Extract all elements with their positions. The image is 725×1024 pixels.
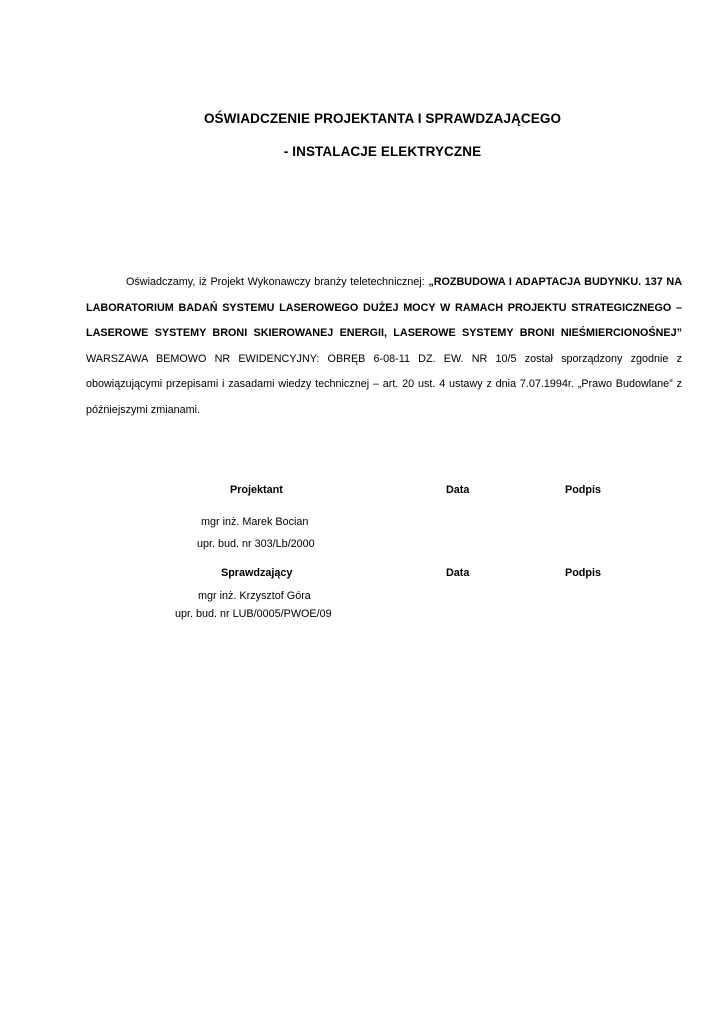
- designer-license: upr. bud. nr 303/Lb/2000: [197, 538, 315, 550]
- statement-rest: WARSZAWA BEMOWO NR EWIDENCYJNY: OBRĘB 6-08-11 DZ. EW. NR 10/5 został sporządzony zgodnie z obowiązującymi przepisami i zasadami wiedzy technicznej – art. 20 ust. 4 ustawy z dnia 7.07.1994r. „Prawo Budowlane” z późniejszymi zmianami.: [86, 352, 682, 416]
- designer-signature-label: Podpis: [565, 484, 601, 496]
- designer-role-label: Projektant: [230, 484, 283, 496]
- checker-license: upr. bud. nr LUB/0005/PWOE/09: [175, 608, 332, 620]
- designer-name: mgr inż. Marek Bocian: [201, 516, 309, 528]
- checker-name: mgr inż. Krzysztof Góra: [198, 590, 311, 602]
- statement-intro: Oświadczamy, iż Projekt Wykonawczy branży teletechnicznej:: [126, 276, 425, 288]
- document-title: OŚWIADCZENIE PROJEKTANTA I SPRAWDZAJĄCEGO: [203, 111, 562, 126]
- checker-signature-label: Podpis: [565, 567, 601, 579]
- statement-paragraph: [86, 270, 682, 424]
- designer-date-label: Data: [446, 484, 470, 496]
- project-name: „ROZBUDOWA I ADAPTACJA BUDYNKU. 137 NA LABORATORIUM BADAŃ SYSTEMU LASEROWEGO DUŻEJ MOCY W RAMACH PROJEKTU STRATEGICZNEGO – LASEROWE SYSTEMY BRONI SKIEROWANEJ ENERGII, LASEROWE SYSTEMY BRONI NIEŚMIERCIONOŚNEJ”: [86, 276, 683, 340]
- checker-role-label: Sprawdzający: [221, 567, 293, 579]
- checker-date-label: Data: [446, 567, 470, 579]
- document-subtitle: - INSTALACJE ELEKTRYCZNE: [283, 144, 482, 159]
